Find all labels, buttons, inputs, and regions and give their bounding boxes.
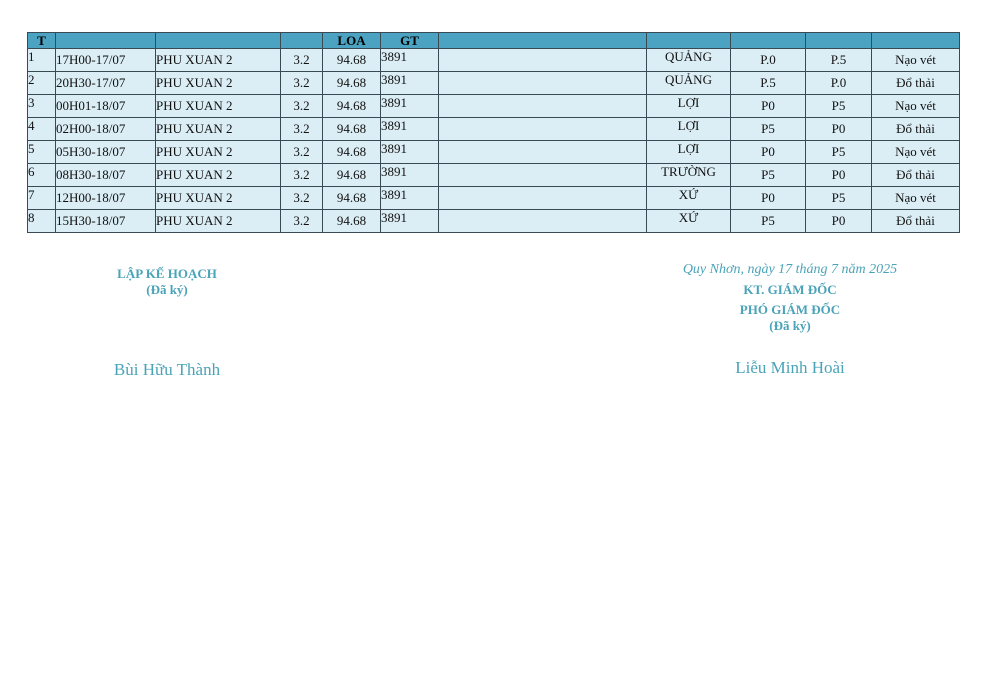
signature-block-right bbox=[660, 262, 920, 378]
row-place-cell: XỨ bbox=[647, 210, 731, 233]
row-loa-cell: 94.68 bbox=[323, 164, 381, 187]
row-ship-cell: PHU XUAN 2 bbox=[156, 72, 281, 95]
row-place-cell: QUẢNG bbox=[647, 72, 731, 95]
row-to-cell: P5 bbox=[806, 95, 872, 118]
row-gt-cell: 3891 bbox=[381, 187, 439, 210]
row-stt-cell: 6 bbox=[28, 164, 56, 187]
row-gt-cell: 3891 bbox=[381, 72, 439, 95]
row-stt-cell: 1 bbox=[28, 49, 56, 72]
signature-block-left bbox=[92, 266, 242, 380]
row-place-cell: LỢI bbox=[647, 141, 731, 164]
column-header-place bbox=[647, 33, 731, 49]
row-from-cell: P0 bbox=[731, 187, 806, 210]
row-loa-cell: 94.68 bbox=[323, 72, 381, 95]
table-row bbox=[28, 187, 960, 210]
row-from-cell: P.0 bbox=[731, 49, 806, 72]
row-time-cell: 05H30-18/07 bbox=[56, 141, 156, 164]
row-to-cell: P0 bbox=[806, 164, 872, 187]
row-task-cell: Nạo vét bbox=[872, 187, 960, 210]
row-task-cell: Đổ thải bbox=[872, 164, 960, 187]
row-stt-cell: 4 bbox=[28, 118, 56, 141]
column-header-task bbox=[872, 33, 960, 49]
row-time-cell: 20H30-17/07 bbox=[56, 72, 156, 95]
row-to-cell: P0 bbox=[806, 210, 872, 233]
row-draft-cell: 3.2 bbox=[281, 95, 323, 118]
row-loa-cell: 94.68 bbox=[323, 49, 381, 72]
schedule-table bbox=[27, 32, 960, 233]
row-blank-cell bbox=[439, 164, 647, 187]
column-header-ship bbox=[156, 33, 281, 49]
row-ship-cell: PHU XUAN 2 bbox=[156, 187, 281, 210]
row-draft-cell: 3.2 bbox=[281, 72, 323, 95]
column-header-stt: T bbox=[28, 33, 56, 49]
row-gt-cell: 3891 bbox=[381, 210, 439, 233]
row-to-cell: P0 bbox=[806, 118, 872, 141]
row-blank-cell bbox=[439, 118, 647, 141]
signature-title-2: PHÓ GIÁM ĐỐC bbox=[739, 302, 841, 317]
row-stt-cell: 8 bbox=[28, 210, 56, 233]
signed-note: (Đã ký) bbox=[769, 318, 811, 333]
row-place-cell: QUẢNG bbox=[647, 49, 731, 72]
row-to-cell: P5 bbox=[806, 141, 872, 164]
row-time-cell: 15H30-18/07 bbox=[56, 210, 156, 233]
row-place-cell: LỢI bbox=[647, 95, 731, 118]
signer-name: Bùi Hữu Thành bbox=[113, 360, 221, 379]
row-gt-cell: 3891 bbox=[381, 95, 439, 118]
row-to-cell: P.5 bbox=[806, 49, 872, 72]
row-from-cell: P0 bbox=[731, 95, 806, 118]
column-header-draft bbox=[281, 33, 323, 49]
row-draft-cell: 3.2 bbox=[281, 187, 323, 210]
row-place-cell: LỢI bbox=[647, 118, 731, 141]
row-draft-cell: 3.2 bbox=[281, 210, 323, 233]
row-draft-cell: 3.2 bbox=[281, 141, 323, 164]
row-draft-cell: 3.2 bbox=[281, 49, 323, 72]
table-row bbox=[28, 95, 960, 118]
row-ship-cell: PHU XUAN 2 bbox=[156, 95, 281, 118]
row-place-cell: XỨ bbox=[647, 187, 731, 210]
row-blank-cell bbox=[439, 141, 647, 164]
row-loa-cell: 94.68 bbox=[323, 141, 381, 164]
signer-name: Liễu Minh Hoài bbox=[735, 358, 845, 377]
row-loa-cell: 94.68 bbox=[323, 118, 381, 141]
row-stt-cell: 5 bbox=[28, 141, 56, 164]
row-time-cell: 02H00-18/07 bbox=[56, 118, 156, 141]
row-from-cell: P5 bbox=[731, 118, 806, 141]
column-header-loa: LOA bbox=[323, 33, 381, 49]
signature-title: LẬP KẾ HOẠCH bbox=[117, 266, 217, 281]
column-header-to bbox=[806, 33, 872, 49]
table-row bbox=[28, 164, 960, 187]
row-task-cell: Nạo vét bbox=[872, 95, 960, 118]
row-ship-cell: PHU XUAN 2 bbox=[156, 118, 281, 141]
table-row bbox=[28, 118, 960, 141]
table-header-row bbox=[28, 33, 960, 49]
row-to-cell: P5 bbox=[806, 187, 872, 210]
table-row bbox=[28, 72, 960, 95]
row-time-cell: 08H30-18/07 bbox=[56, 164, 156, 187]
row-blank-cell bbox=[439, 95, 647, 118]
row-stt-cell: 7 bbox=[28, 187, 56, 210]
row-from-cell: P.5 bbox=[731, 72, 806, 95]
row-task-cell: Nạo vét bbox=[872, 141, 960, 164]
column-header-time bbox=[56, 33, 156, 49]
row-task-cell: Đổ thải bbox=[872, 210, 960, 233]
row-gt-cell: 3891 bbox=[381, 164, 439, 187]
row-time-cell: 12H00-18/07 bbox=[56, 187, 156, 210]
row-draft-cell: 3.2 bbox=[281, 118, 323, 141]
column-header-from bbox=[731, 33, 806, 49]
row-time-cell: 17H00-17/07 bbox=[56, 49, 156, 72]
row-loa-cell: 94.68 bbox=[323, 187, 381, 210]
row-loa-cell: 94.68 bbox=[323, 95, 381, 118]
signature-title-1: KT. GIÁM ĐỐC bbox=[743, 282, 837, 297]
row-task-cell: Đổ thải bbox=[872, 118, 960, 141]
row-from-cell: P0 bbox=[731, 141, 806, 164]
date-line: Quy Nhơn, ngày 17 tháng 7 năm 2025 bbox=[682, 262, 898, 277]
row-loa-cell: 94.68 bbox=[323, 210, 381, 233]
row-draft-cell: 3.2 bbox=[281, 164, 323, 187]
table-row bbox=[28, 49, 960, 72]
row-blank-cell bbox=[439, 49, 647, 72]
row-blank-cell bbox=[439, 72, 647, 95]
row-time-cell: 00H01-18/07 bbox=[56, 95, 156, 118]
row-task-cell: Nạo vét bbox=[872, 49, 960, 72]
row-task-cell: Đổ thải bbox=[872, 72, 960, 95]
row-gt-cell: 3891 bbox=[381, 118, 439, 141]
row-gt-cell: 3891 bbox=[381, 49, 439, 72]
row-blank-cell bbox=[439, 187, 647, 210]
row-ship-cell: PHU XUAN 2 bbox=[156, 141, 281, 164]
row-from-cell: P5 bbox=[731, 164, 806, 187]
row-stt-cell: 2 bbox=[28, 72, 56, 95]
signed-note: (Đã ký) bbox=[146, 282, 188, 297]
row-from-cell: P5 bbox=[731, 210, 806, 233]
row-stt-cell: 3 bbox=[28, 95, 56, 118]
row-ship-cell: PHU XUAN 2 bbox=[156, 164, 281, 187]
row-ship-cell: PHU XUAN 2 bbox=[156, 210, 281, 233]
row-place-cell: TRƯỜNG bbox=[647, 164, 731, 187]
column-header-blank bbox=[439, 33, 647, 49]
row-ship-cell: PHU XUAN 2 bbox=[156, 49, 281, 72]
row-gt-cell: 3891 bbox=[381, 141, 439, 164]
table-row bbox=[28, 210, 960, 233]
row-blank-cell bbox=[439, 210, 647, 233]
table-row bbox=[28, 141, 960, 164]
column-header-gt: GT bbox=[381, 33, 439, 49]
row-to-cell: P.0 bbox=[806, 72, 872, 95]
